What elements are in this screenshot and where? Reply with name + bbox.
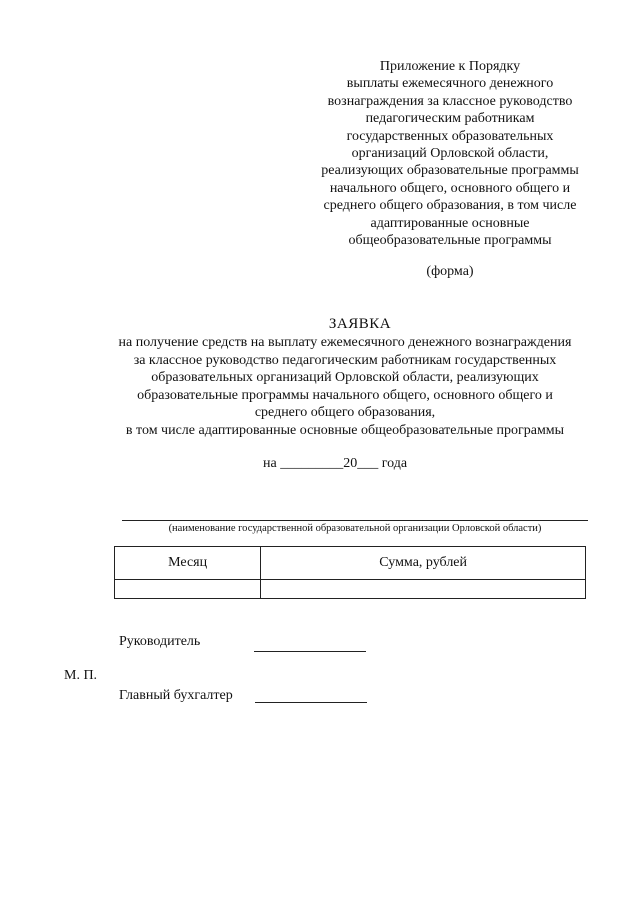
table-row (115, 580, 586, 599)
appendix-line: вознаграждения за классное руководство (327, 93, 573, 109)
request-line: образовательные программы начального общего, основного общего и (137, 387, 553, 403)
appendix-line: среднего общего образования, в том числе (323, 198, 577, 214)
appendix-line: организаций Орловской области, (351, 146, 549, 162)
head-signature-line[interactable] (254, 651, 366, 652)
column-header-month: Месяц (115, 547, 261, 580)
request-line: в том числе адаптированные основные общеобразовательные программы (125, 422, 565, 438)
request-line: за классное руководство педагогическим работникам государственных (133, 352, 557, 368)
request-line: среднего общего образования, (254, 405, 436, 421)
period-field[interactable]: на _________20___ года (263, 456, 408, 471)
organization-name-field[interactable] (122, 520, 588, 521)
appendix-line: начального общего, основного общего и (329, 180, 571, 196)
month-cell[interactable] (115, 580, 261, 599)
appendix-line: реализующих образовательные программы (321, 163, 579, 179)
appendix-line: Приложение к Порядку (379, 59, 521, 74)
amount-cell[interactable] (261, 580, 586, 599)
column-header-amount: Сумма, рублей (261, 547, 586, 580)
head-label: Руководитель (119, 634, 201, 649)
stamp-label: М. П. (64, 668, 98, 683)
appendix-line: выплаты ежемесячного денежного (346, 76, 554, 92)
document-title: ЗАЯВКА (328, 316, 392, 332)
table-header-row (115, 547, 586, 580)
request-description (40, 334, 640, 440)
request-line: образовательных организаций Орловской области, реализующих (151, 370, 539, 386)
appendix-line: общеобразовательные программы (348, 233, 552, 249)
appendix-line: адаптированные основные (370, 215, 530, 231)
accountant-label: Главный бухгалтер (119, 688, 233, 703)
form-label: (форма) (426, 264, 474, 279)
appendix-line: государственных образовательных (346, 128, 554, 144)
request-line: на получение средств на выплату ежемесячного денежного вознаграждения (118, 335, 572, 350)
appendix-line: педагогическим работникам (365, 111, 535, 127)
organization-caption: (наименование государственной образовательной организации Орловской области) (168, 523, 542, 534)
accountant-signature-line[interactable] (255, 702, 367, 703)
appendix-header (300, 58, 600, 249)
amounts-table (114, 546, 586, 599)
